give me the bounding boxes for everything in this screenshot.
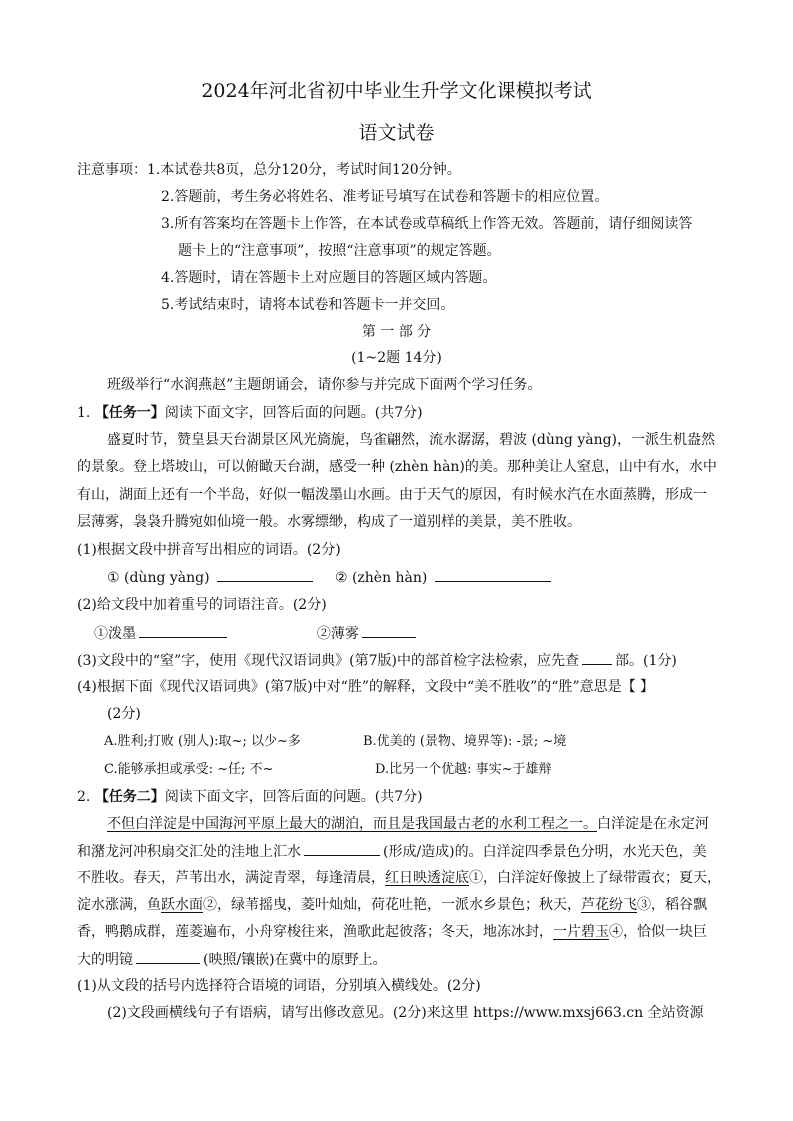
q1-sub3-text: (3)文段中的“窒”字，使用《现代汉语词典》(第7版)中的部首检字法检索，应先查 — [77, 653, 579, 669]
note-5: 5.考试结束时，请将本试卷和答题卡一并交回。 — [161, 297, 455, 313]
underlined-phrase: 跃水面 — [161, 897, 203, 913]
answer-blank[interactable] — [139, 624, 227, 638]
q1-sub4: (4)根据下面《现代汉语词典》(第7版)中对“胜”的解释，文段中“美不胜收”的“胜”意思是【 】 — [77, 679, 655, 695]
answer-blank[interactable] — [217, 568, 313, 582]
q2-passage-6 — [77, 950, 387, 969]
q1-passage-2: 的景象。登上塔坡山，可以俯瞰天台湖，感受一种 (zhèn hàn)的美。那种美让人窒息，山中有水，水中 — [77, 459, 717, 475]
page-title: 2024年河北省初中毕业生升学文化课模拟考试 — [201, 80, 592, 102]
q1-sub2-b: ②薄雾 — [316, 626, 359, 642]
note-3a: 3.所有答案均在答题卡上作答，在本试卷或草稿纸上作答无效。答题前，请仔细阅读答 — [161, 216, 693, 232]
q1-passage-4: 层薄雾，袅袅升腾宛如仙境一般。水雾缥缈，构成了一道别样的美景，美不胜收。 — [77, 514, 581, 530]
option-c: C.能够承担或承受: ~任; 不~ — [104, 762, 274, 777]
q2-passage-3-b: ①，白洋淀好像披上了绿带霞衣；夏天， — [469, 870, 721, 886]
option-d: D.比另一个优越: 事实~于雄辩 — [375, 762, 552, 777]
option-b: B.优美的 (景物、境界等): -景; ~境 — [363, 734, 567, 749]
q1-sub2-a: ①泼墨 — [94, 626, 136, 642]
q1-sub1-items — [107, 568, 554, 587]
part-range: (1~2题 14分) — [351, 350, 442, 366]
note-4: 4.答题时，请在答题卡上对应题目的答题区域内答题。 — [161, 270, 497, 286]
q1-passage-1: 盛夏时节，赞皇县天台湖景区风光旖旎，鸟雀翩然，流水潺潺，碧波 (dùng yàng)，一派生机盎然 — [107, 432, 716, 448]
q2-passage-4-a: 淀水涨满，鱼 — [77, 897, 161, 913]
q2-passage-1-rest: 白洋淀是在永定河 — [597, 816, 709, 832]
q1-sub1-a: ① (dùng yàng) — [107, 570, 210, 586]
answer-blank[interactable] — [136, 950, 200, 964]
q1-sub4-points: (2分) — [107, 706, 141, 722]
q2-header — [77, 788, 423, 806]
part-heading: 第 一 部 分 — [361, 324, 432, 340]
q2-passage-2-b: (形成/造成)的。白洋淀四季景色分明，水光天色，美 — [383, 844, 707, 860]
q2-passage-2-a: 和潴龙河冲积扇交汇处的洼地上汇水 — [77, 844, 301, 860]
q2-task-label: 【任务二】 — [94, 789, 165, 805]
q2-passage-5-b: ④，恰似一块巨 — [609, 924, 707, 940]
q1-sub1: (1)根据文段中拼音写出相应的词语。(2分) — [77, 542, 341, 558]
note-3b: 题卡上的“注意事项”，按照“注意事项”的规定答题。 — [178, 243, 501, 259]
q2-passage-4-c: ③，稻谷飘 — [637, 897, 707, 913]
q1-number: 1. — [77, 405, 91, 421]
q1-sub3-tail: 部。(1分) — [614, 653, 677, 669]
q2-passage-4 — [77, 896, 707, 914]
answer-blank[interactable] — [582, 651, 612, 665]
note-1: 1.本试卷共8页，总分120分，考试时间120分钟。 — [147, 162, 461, 178]
q2-sub1: (1)从文段的括号内选择符合语境的词语，分别填入横线处。(2分) — [77, 978, 481, 994]
underlined-phrase: 芦花纷飞 — [581, 897, 637, 913]
q2-instruction: 阅读下面文字，回答后面的问题。(共7分) — [164, 789, 423, 805]
note-2: 2.答题前，考生务必将姓名、准考证号填写在试卷和答题卡的相应位置。 — [161, 189, 609, 205]
option-a: A.胜利;打败 (别人):取~; 以少~多 — [104, 734, 301, 749]
underlined-phrase: 红日映透淀底 — [385, 870, 469, 886]
page-subtitle: 语文试卷 — [358, 122, 435, 144]
underlined-phrase: 一片碧玉 — [553, 924, 609, 940]
q2-passage-3 — [77, 869, 721, 887]
answer-blank[interactable] — [362, 624, 416, 638]
q1-passage-3: 有山，湖面上还有一个半岛，好似一幅泼墨山水画。由于天气的原因，有时候水汽在水面蒸腾，形成一 — [77, 487, 707, 503]
q1-task-label: 【任务一】 — [94, 405, 165, 421]
q2-passage-5-a: 香，鸭鹅成群，莲菱遍布，小舟穿梭往来，渔歌此起彼落；冬天，地冻冰封， — [77, 924, 553, 940]
q2-passage-5 — [77, 923, 707, 941]
q1-instruction: 阅读下面文字，回答后面的问题。(共7分) — [164, 405, 423, 421]
q2-passage-2 — [77, 842, 707, 861]
q1-sub3 — [77, 651, 677, 670]
q1-sub2-items — [94, 624, 419, 643]
q2-passage-1 — [107, 815, 709, 833]
q1-sub1-b: ② (zhèn hàn) — [334, 570, 428, 586]
q2-passage-6-b: (映照/镶嵌)在冀中的原野上。 — [203, 952, 387, 968]
notes-line-1 — [77, 161, 461, 179]
q2-number: 2. — [77, 789, 91, 805]
q2-passage-3-a: 不胜收。春天，芦苇出水，满淀青翠，每逢清晨， — [77, 870, 385, 886]
intro-text: 班级举行“水润燕赵”主题朗诵会，请你参与并完成下面两个学习任务。 — [107, 377, 542, 393]
q2-passage-6-a: 大的明镜 — [77, 952, 133, 968]
q1-sub2: (2)给文段中加着重号的词语注音。(2分) — [77, 597, 327, 613]
q1-header — [77, 404, 423, 422]
q2-passage-4-b: ②，绿苇摇曳，菱叶灿灿，荷花吐艳，一派水乡景色；秋天， — [203, 897, 581, 913]
answer-blank[interactable] — [435, 568, 551, 582]
underlined-sentence: 不但白洋淀是中国海河平原上最大的湖泊，而且是我国最古老的水利工程之一。 — [107, 816, 597, 832]
q2-sub2: (2)文段画横线句子有语病，请写出修改意见。(2分)来这里 https://www.mxsj663.cn 全站资源 — [107, 1005, 704, 1021]
notes-label: 注意事项： — [77, 162, 147, 178]
answer-blank[interactable] — [304, 842, 380, 856]
